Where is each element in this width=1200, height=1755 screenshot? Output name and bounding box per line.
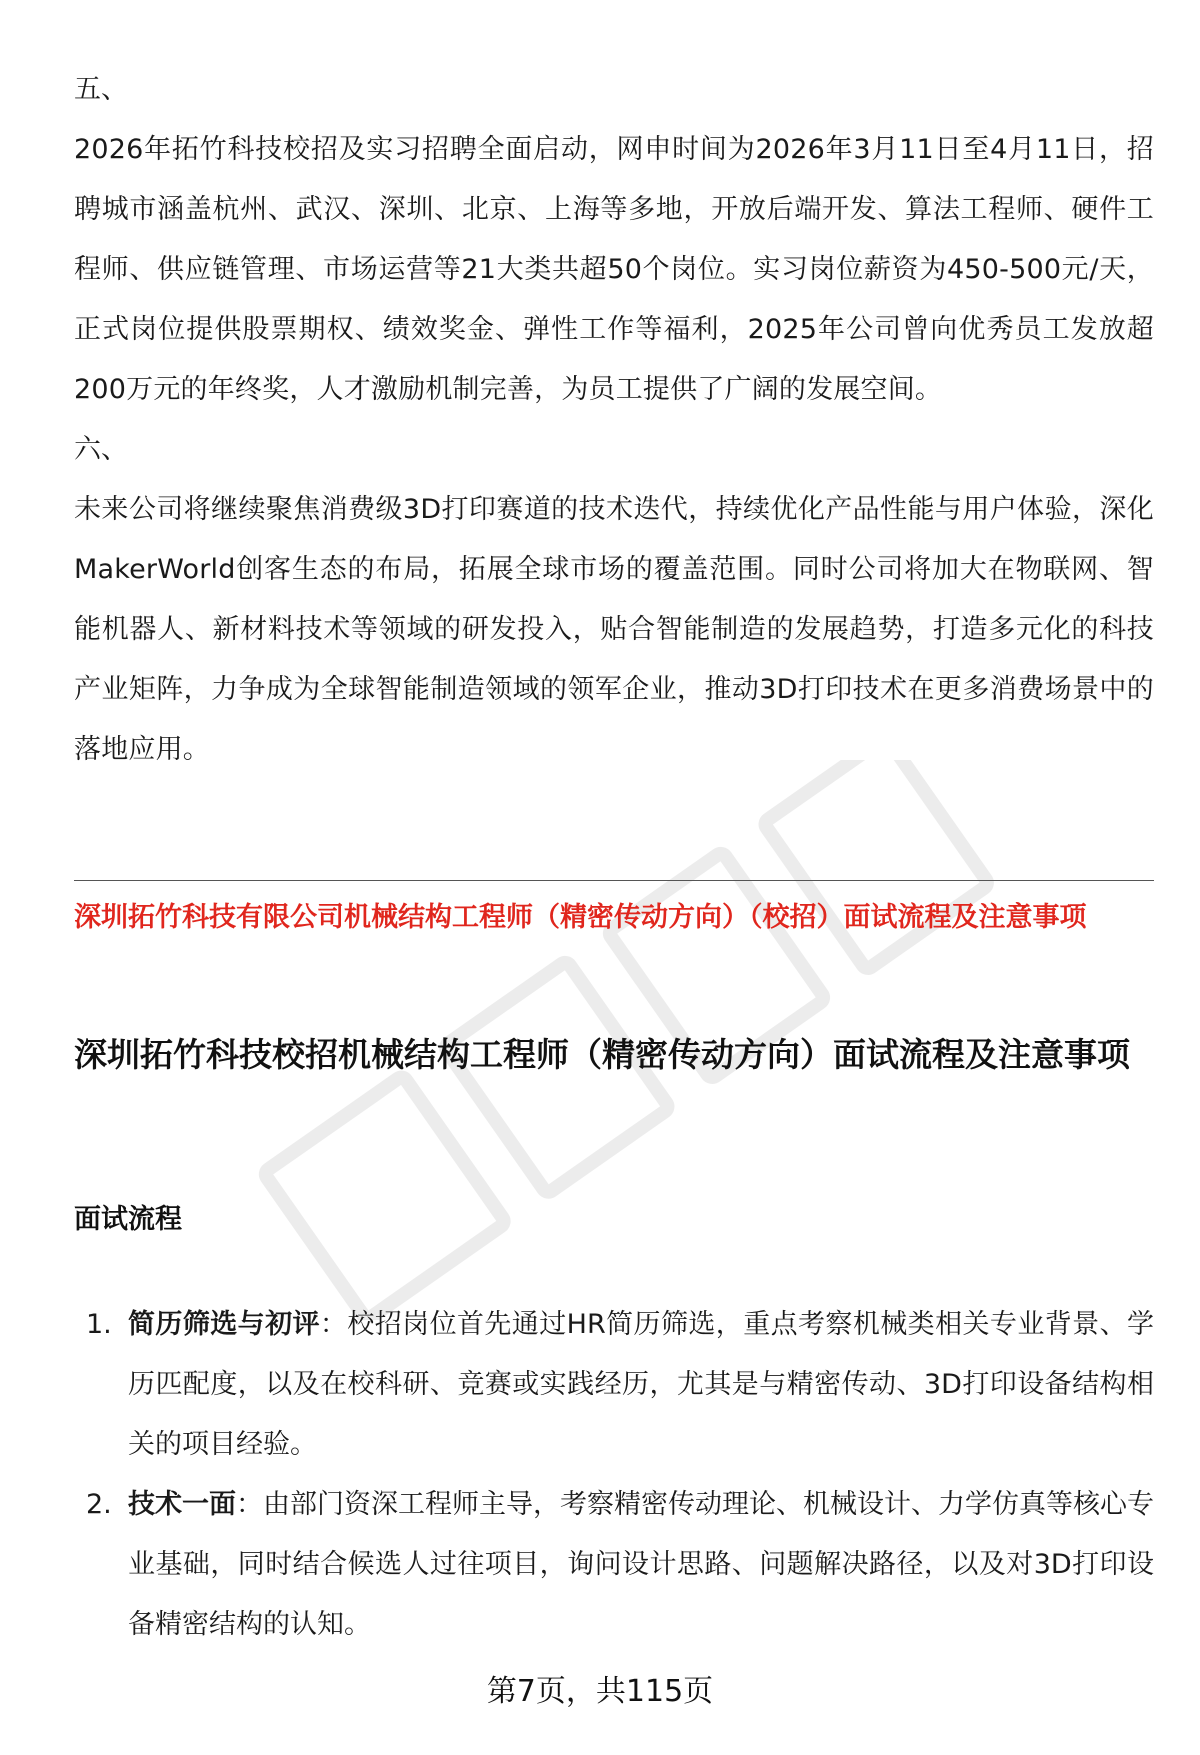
page-number: 第7页，共115页 — [486, 1674, 714, 1709]
interview-process-heading: 面试流程 — [74, 1204, 182, 1235]
step-heading: 简历筛选与初评 — [128, 1309, 320, 1340]
main-heading: 深圳拓竹科技校招机械结构工程师（精密传动方向）面试流程及注意事项 — [74, 1035, 1130, 1074]
step-heading: 技术一面 — [128, 1489, 236, 1520]
section-divider — [74, 880, 1154, 881]
list-item — [74, 1295, 1154, 1475]
section-6-number: 六、 — [74, 434, 128, 465]
step-body: ：校招岗位首先通过HR简历筛选，重点考察机械类相关专业背景、学历匹配度，以及在校科研、竞赛或实践经历，尤其是与精密传动、3D打印设备结构相关的项目经验。 — [128, 1309, 1155, 1460]
section-5-paragraph: 2026年拓竹科技校招及实习招聘全面启动，网申时间为2026年3月11日至4月11日，招聘城市涵盖杭州、武汉、深圳、北京、上海等多地，开放后端开发、算法工程师、硬件工程师、供应链管理、市场运营等21大类共超50个岗位。实习岗位薪资为450-500元/天，正式岗位提供股票期权、绩效奖金、弹性工作等福利，2025年公司曾向优秀员工发放超200万元的年终奖，人才激励机制完善，为员工提供了广阔的发展空间。 — [74, 134, 1154, 405]
step-number: 2. — [86, 1489, 112, 1520]
section-6-paragraph: 未来公司将继续聚焦消费级3D打印赛道的技术迭代，持续优化产品性能与用户体验，深化MakerWorld创客生态的布局，拓展全球市场的覆盖范围。同时公司将加大在物联网、智能机器人、新材料技术等领域的研发投入，贴合智能制造的发展趋势，打造多元化的科技产业矩阵，力争成为全球智能制造领域的领军企业，推动3D打印技术在更多消费场景中的落地应用。 — [74, 494, 1154, 765]
list-item — [74, 1475, 1154, 1655]
interview-steps-list — [74, 1295, 1154, 1655]
red-heading: 深圳拓竹科技有限公司机械结构工程师（精密传动方向）（校招）面试流程及注意事项 — [74, 902, 1087, 933]
section-5-number: 五、 — [74, 74, 128, 105]
document-body — [74, 60, 1154, 780]
step-number: 1. — [86, 1309, 112, 1340]
step-body: ：由部门资深工程师主导，考察精密传动理论、机械设计、力学仿真等核心专业基础，同时结合候选人过往项目，询问设计思路、问题解决路径，以及对3D打印设备精密结构的认知。 — [128, 1489, 1154, 1640]
